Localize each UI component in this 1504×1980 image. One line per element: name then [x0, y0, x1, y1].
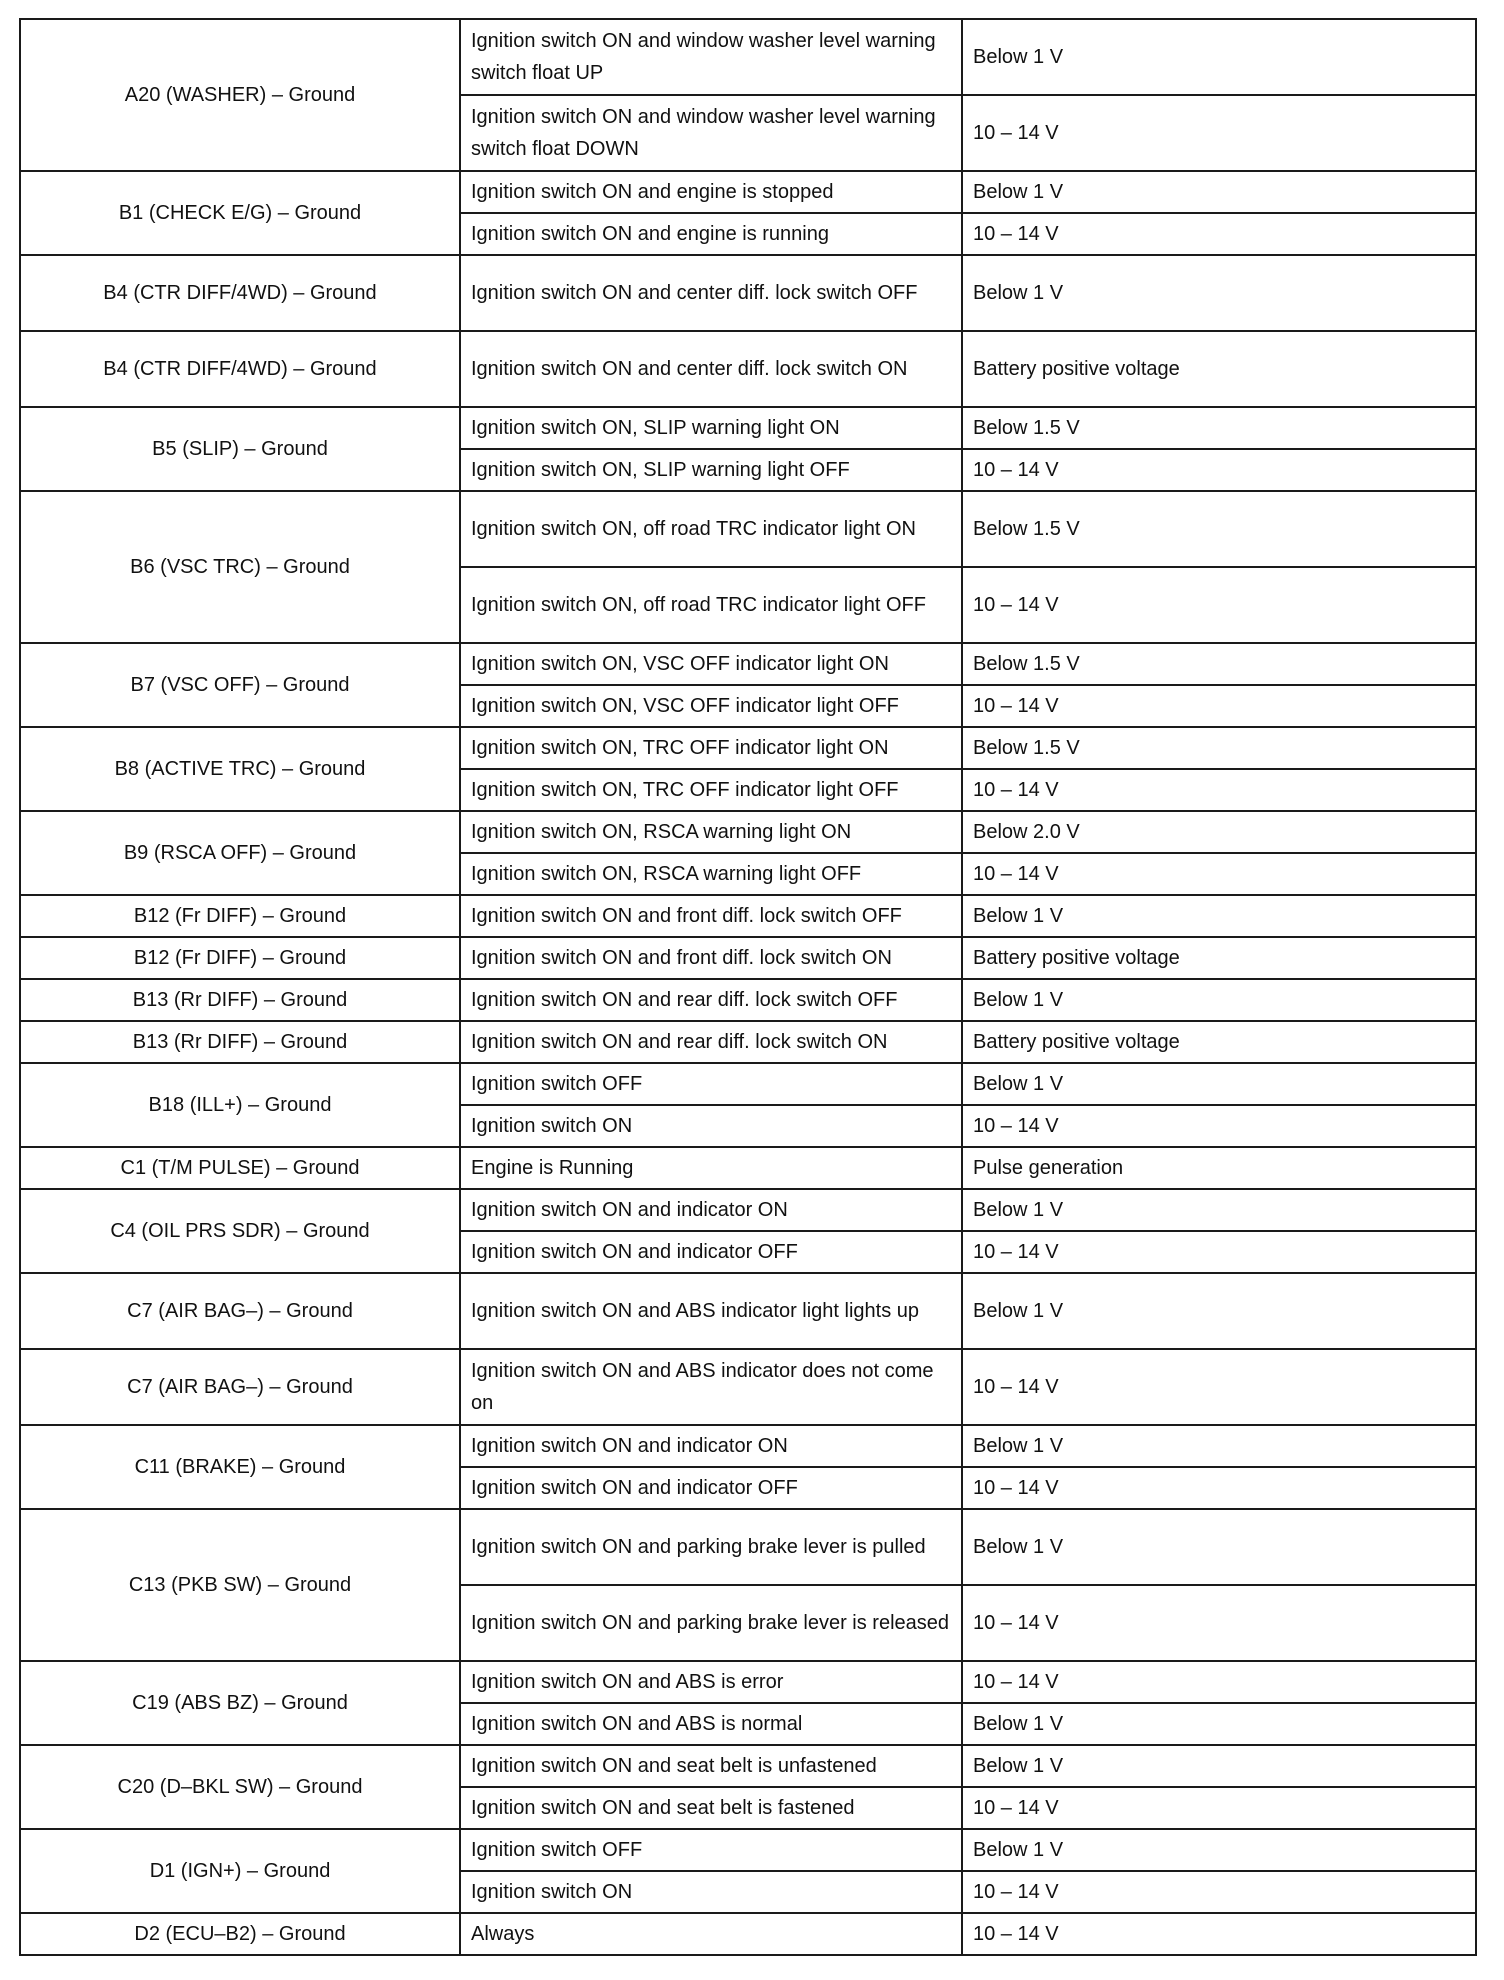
condition-cell: Ignition switch ON and seat belt is unfastened: [460, 1745, 962, 1787]
specified-condition-cell: 10 – 14 V: [962, 213, 1476, 255]
terminal-cell: C13 (PKB SW) – Ground: [20, 1509, 460, 1661]
terminal-cell: C7 (AIR BAG–) – Ground: [20, 1349, 460, 1425]
specified-condition-cell: 10 – 14 V: [962, 1913, 1476, 1955]
condition-cell: Always: [460, 1913, 962, 1955]
table-row: [20, 1147, 1476, 1189]
terminal-cell: B9 (RSCA OFF) – Ground: [20, 811, 460, 895]
terminal-voltage-table: [19, 18, 1477, 1956]
condition-cell: Ignition switch ON and engine is stopped: [460, 171, 962, 213]
condition-cell: Ignition switch ON and parking brake lever is released: [460, 1585, 962, 1661]
specified-condition-cell: Pulse generation: [962, 1147, 1476, 1189]
table-body: [20, 19, 1476, 1955]
specified-condition-cell: Below 1 V: [962, 1745, 1476, 1787]
terminal-cell: B12 (Fr DIFF) – Ground: [20, 895, 460, 937]
specified-condition-cell: 10 – 14 V: [962, 1585, 1476, 1661]
specified-condition-cell: Battery positive voltage: [962, 1021, 1476, 1063]
terminal-cell: D2 (ECU–B2) – Ground: [20, 1913, 460, 1955]
table-row: [20, 895, 1476, 937]
table-row: [20, 1425, 1476, 1467]
specified-condition-cell: 10 – 14 V: [962, 567, 1476, 643]
condition-cell: Ignition switch ON and engine is running: [460, 213, 962, 255]
specified-condition-cell: Below 1 V: [962, 171, 1476, 213]
specified-condition-cell: Below 1 V: [962, 1273, 1476, 1349]
terminal-cell: B8 (ACTIVE TRC) – Ground: [20, 727, 460, 811]
table-row: [20, 979, 1476, 1021]
specified-condition-cell: 10 – 14 V: [962, 685, 1476, 727]
condition-cell: Ignition switch ON and seat belt is fastened: [460, 1787, 962, 1829]
condition-cell: Ignition switch ON, TRC OFF indicator light OFF: [460, 769, 962, 811]
condition-cell: Ignition switch ON and center diff. lock switch OFF: [460, 255, 962, 331]
condition-cell: Ignition switch ON and front diff. lock switch OFF: [460, 895, 962, 937]
terminal-cell: C7 (AIR BAG–) – Ground: [20, 1273, 460, 1349]
condition-cell: Ignition switch ON and ABS indicator does not come on: [460, 1349, 962, 1425]
terminal-cell: B4 (CTR DIFF/4WD) – Ground: [20, 331, 460, 407]
condition-cell: Ignition switch ON and rear diff. lock switch ON: [460, 1021, 962, 1063]
terminal-cell: B7 (VSC OFF) – Ground: [20, 643, 460, 727]
terminal-cell: B5 (SLIP) – Ground: [20, 407, 460, 491]
table-row: [20, 1189, 1476, 1231]
terminal-cell: C20 (D–BKL SW) – Ground: [20, 1745, 460, 1829]
condition-cell: Ignition switch ON, off road TRC indicator light OFF: [460, 567, 962, 643]
condition-cell: Ignition switch ON and center diff. lock switch ON: [460, 331, 962, 407]
condition-cell: Ignition switch ON and indicator ON: [460, 1189, 962, 1231]
specified-condition-cell: Battery positive voltage: [962, 937, 1476, 979]
specified-condition-cell: Below 1 V: [962, 1189, 1476, 1231]
condition-cell: Ignition switch OFF: [460, 1063, 962, 1105]
specified-condition-cell: 10 – 14 V: [962, 1871, 1476, 1913]
terminal-cell: B13 (Rr DIFF) – Ground: [20, 979, 460, 1021]
terminal-cell: B18 (ILL+) – Ground: [20, 1063, 460, 1147]
terminal-cell: B4 (CTR DIFF/4WD) – Ground: [20, 255, 460, 331]
condition-cell: Ignition switch ON and ABS indicator light lights up: [460, 1273, 962, 1349]
table-row: [20, 727, 1476, 769]
condition-cell: Ignition switch ON: [460, 1105, 962, 1147]
condition-cell: Ignition switch OFF: [460, 1829, 962, 1871]
table-row: [20, 491, 1476, 567]
table-row: [20, 811, 1476, 853]
table-row: [20, 19, 1476, 95]
condition-cell: Ignition switch ON: [460, 1871, 962, 1913]
specified-condition-cell: Below 1 V: [962, 1063, 1476, 1105]
terminal-cell: C1 (T/M PULSE) – Ground: [20, 1147, 460, 1189]
terminal-cell: B13 (Rr DIFF) – Ground: [20, 1021, 460, 1063]
table-row: [20, 1509, 1476, 1585]
specified-condition-cell: Battery positive voltage: [962, 331, 1476, 407]
specified-condition-cell: Below 1 V: [962, 255, 1476, 331]
table-row: [20, 1273, 1476, 1349]
specified-condition-cell: 10 – 14 V: [962, 1661, 1476, 1703]
specified-condition-cell: Below 1 V: [962, 1829, 1476, 1871]
terminal-cell: B6 (VSC TRC) – Ground: [20, 491, 460, 643]
condition-cell: Ignition switch ON and parking brake lever is pulled: [460, 1509, 962, 1585]
table-row: [20, 171, 1476, 213]
table-row: [20, 331, 1476, 407]
specified-condition-cell: Below 1.5 V: [962, 407, 1476, 449]
specified-condition-cell: Below 1 V: [962, 19, 1476, 95]
specified-condition-cell: Below 1.5 V: [962, 491, 1476, 567]
condition-cell: Ignition switch ON, RSCA warning light OFF: [460, 853, 962, 895]
specified-condition-cell: 10 – 14 V: [962, 95, 1476, 171]
terminal-cell: C4 (OIL PRS SDR) – Ground: [20, 1189, 460, 1273]
table-row: [20, 1021, 1476, 1063]
condition-cell: Ignition switch ON and front diff. lock switch ON: [460, 937, 962, 979]
condition-cell: Ignition switch ON and window washer level warning switch float DOWN: [460, 95, 962, 171]
condition-cell: Ignition switch ON and ABS is normal: [460, 1703, 962, 1745]
condition-cell: Ignition switch ON, TRC OFF indicator light ON: [460, 727, 962, 769]
specified-condition-cell: 10 – 14 V: [962, 1349, 1476, 1425]
condition-cell: Ignition switch ON and ABS is error: [460, 1661, 962, 1703]
specified-condition-cell: 10 – 14 V: [962, 769, 1476, 811]
condition-cell: Ignition switch ON and window washer level warning switch float UP: [460, 19, 962, 95]
specified-condition-cell: Below 1 V: [962, 895, 1476, 937]
condition-cell: Ignition switch ON, VSC OFF indicator light ON: [460, 643, 962, 685]
condition-cell: Ignition switch ON and indicator OFF: [460, 1231, 962, 1273]
condition-cell: Ignition switch ON and indicator OFF: [460, 1467, 962, 1509]
condition-cell: Ignition switch ON, SLIP warning light ON: [460, 407, 962, 449]
table-row: [20, 1829, 1476, 1871]
table-row: [20, 255, 1476, 331]
condition-cell: Ignition switch ON, RSCA warning light ON: [460, 811, 962, 853]
terminal-cell: C19 (ABS BZ) – Ground: [20, 1661, 460, 1745]
table-row: [20, 1349, 1476, 1425]
specified-condition-cell: Below 1 V: [962, 979, 1476, 1021]
table-row: [20, 937, 1476, 979]
specified-condition-cell: 10 – 14 V: [962, 853, 1476, 895]
terminal-cell: B1 (CHECK E/G) – Ground: [20, 171, 460, 255]
table-row: [20, 1063, 1476, 1105]
terminal-cell: A20 (WASHER) – Ground: [20, 19, 460, 171]
condition-cell: Ignition switch ON, VSC OFF indicator light OFF: [460, 685, 962, 727]
specified-condition-cell: Below 1.5 V: [962, 727, 1476, 769]
specified-condition-cell: Below 1 V: [962, 1509, 1476, 1585]
table-row: [20, 407, 1476, 449]
specified-condition-cell: 10 – 14 V: [962, 1467, 1476, 1509]
specified-condition-cell: Below 1.5 V: [962, 643, 1476, 685]
specified-condition-cell: Below 2.0 V: [962, 811, 1476, 853]
specified-condition-cell: 10 – 14 V: [962, 449, 1476, 491]
condition-cell: Ignition switch ON, off road TRC indicator light ON: [460, 491, 962, 567]
table-row: [20, 643, 1476, 685]
condition-cell: Ignition switch ON and indicator ON: [460, 1425, 962, 1467]
specified-condition-cell: 10 – 14 V: [962, 1231, 1476, 1273]
specified-condition-cell: Below 1 V: [962, 1703, 1476, 1745]
terminal-cell: C11 (BRAKE) – Ground: [20, 1425, 460, 1509]
condition-cell: Ignition switch ON and rear diff. lock switch OFF: [460, 979, 962, 1021]
condition-cell: Engine is Running: [460, 1147, 962, 1189]
terminal-cell: D1 (IGN+) – Ground: [20, 1829, 460, 1913]
table-row: [20, 1745, 1476, 1787]
table-row: [20, 1913, 1476, 1955]
terminal-cell: B12 (Fr DIFF) – Ground: [20, 937, 460, 979]
specified-condition-cell: 10 – 14 V: [962, 1787, 1476, 1829]
specified-condition-cell: 10 – 14 V: [962, 1105, 1476, 1147]
specified-condition-cell: Below 1 V: [962, 1425, 1476, 1467]
condition-cell: Ignition switch ON, SLIP warning light OFF: [460, 449, 962, 491]
table-row: [20, 1661, 1476, 1703]
